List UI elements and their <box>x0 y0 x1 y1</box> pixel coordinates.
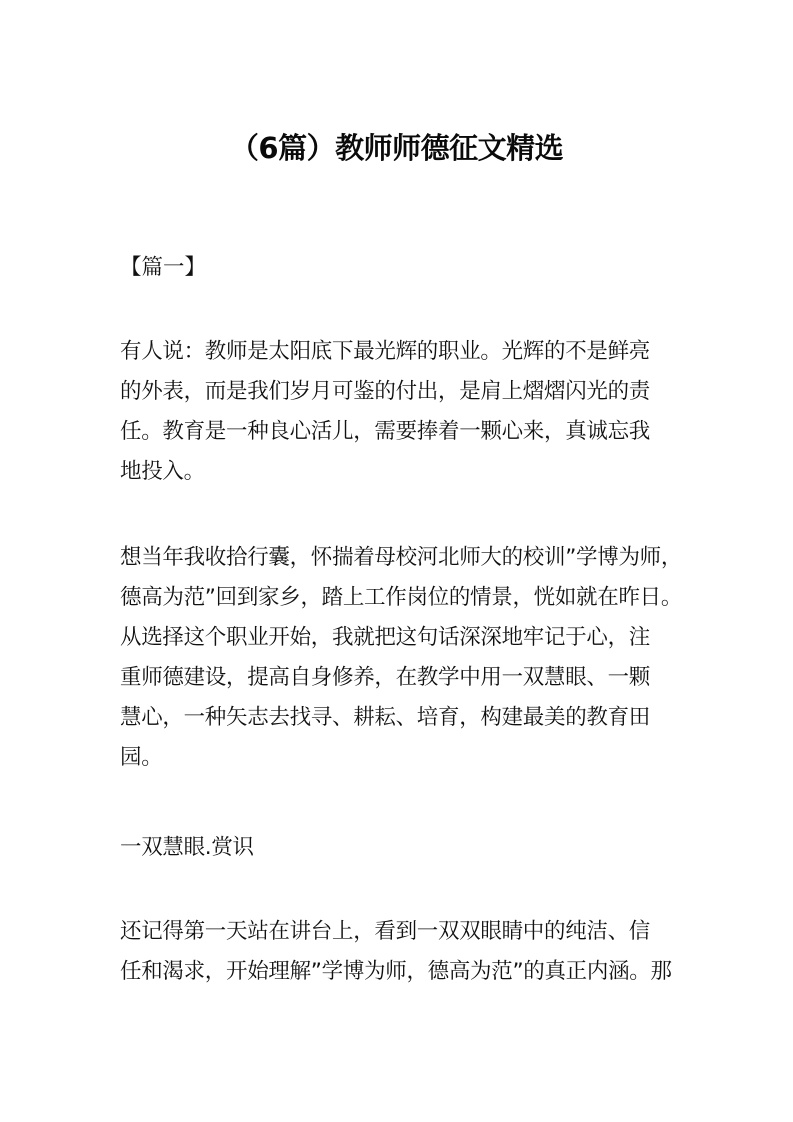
section-label: 【篇一】 <box>120 255 207 280</box>
paragraph-line: 德高为范”回到家乡，踏上工作岗位的情景，恍如就在昨日。 <box>120 585 683 610</box>
subheading <box>120 828 695 868</box>
paragraph-line: 想当年我收拾行囊，怀揣着母校河北师大的校训”学博为师， <box>120 545 683 570</box>
paragraph-3 <box>120 912 695 992</box>
paragraph-1 <box>120 332 695 492</box>
paragraph-line: 慧心，一种矢志去找寻、耕耘、培育，构建最美的教育田 <box>120 705 651 730</box>
paragraph-line: 重师德建设，提高自身修养，在教学中用一双慧眼、一颗 <box>120 665 651 690</box>
document-title: （6篇）教师师德征文精选 <box>229 131 564 165</box>
paragraph-line: 从选择这个职业开始，我就把这句话深深地牢记于心，注 <box>120 625 651 650</box>
paragraph-line: 有人说：教师是太阳底下最光辉的职业。光辉的不是鲜亮 <box>120 339 651 364</box>
paragraph-line: 地投入。 <box>120 459 205 484</box>
paragraph-line: 还记得第一天站在讲台上，看到一双双眼睛中的纯洁、信 <box>120 919 651 944</box>
paragraph-line: 任和渴求，开始理解”学博为师，德高为范”的真正内涵。那 <box>120 959 672 984</box>
subheading-text: 一双慧眼.赏识 <box>120 835 254 860</box>
paragraph-line: 任。教育是一种良心活儿，需要捧着一颗心来，真诚忘我 <box>120 419 651 444</box>
paragraph-line: 的外表，而是我们岁月可鉴的付出，是肩上熠熠闪光的责 <box>120 379 651 404</box>
paragraph-line: 园。 <box>120 745 163 770</box>
paragraph-2 <box>120 538 695 778</box>
